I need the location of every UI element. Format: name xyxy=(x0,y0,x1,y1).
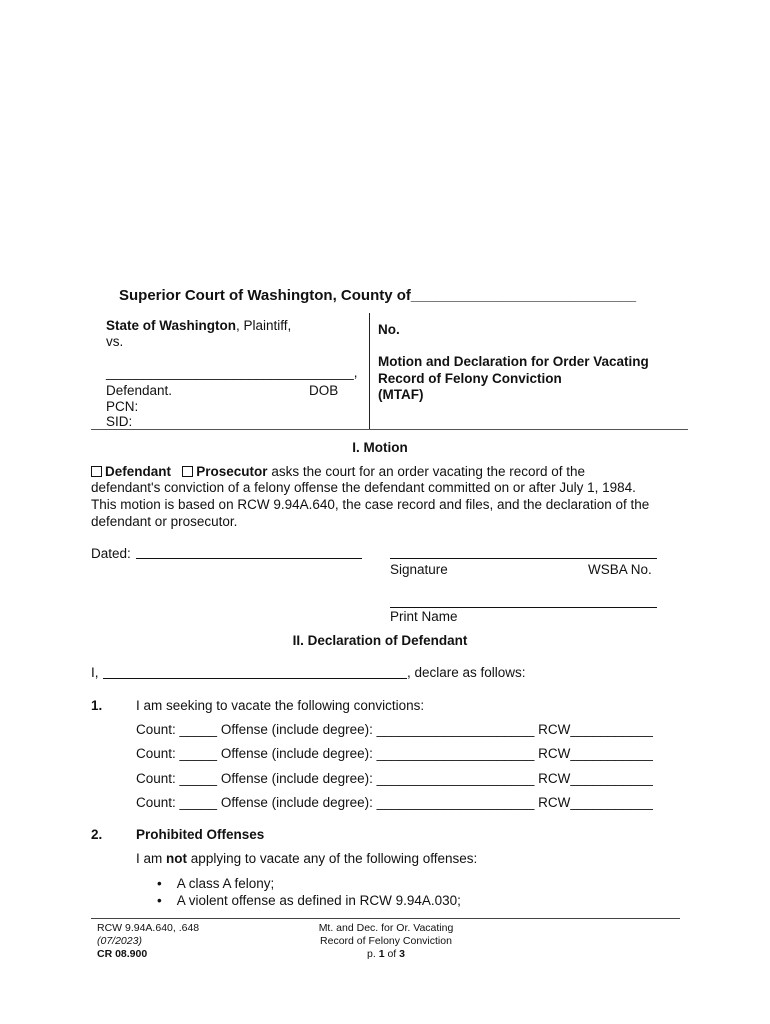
bullet-icon: • xyxy=(157,876,162,891)
defendant-name-blank[interactable]: _________________________________, xyxy=(106,365,358,380)
declarant-prefix: I, xyxy=(91,665,99,680)
signature-field[interactable] xyxy=(390,558,657,559)
case-number-label: No. xyxy=(378,322,400,337)
footer-title-line2: Record of Felony Conviction xyxy=(320,935,452,947)
motion-body-line2: defendant's conviction of a felony offense the defendant committed on or after July 1, 1984. xyxy=(91,480,636,495)
item2-intro-emphasis: not xyxy=(166,851,188,866)
court-title: Superior Court of Washington, County of___________________________ xyxy=(119,287,637,304)
pcn-label: PCN: xyxy=(106,399,139,414)
item2-intro-prefix: I am xyxy=(136,851,163,866)
item2-heading: Prohibited Offenses xyxy=(136,827,265,842)
footer-form-number: CR 08.900 xyxy=(97,948,148,960)
print-name-label: Print Name xyxy=(390,609,458,624)
page-total: 3 xyxy=(399,948,405,960)
list-item xyxy=(157,893,461,908)
document-code: (MTAF) xyxy=(378,387,424,402)
bullet-text: A violent offense as defined in RCW 9.94A.030; xyxy=(176,893,461,908)
item2-intro-suffix: applying to vacate any of the following offenses: xyxy=(190,851,478,866)
bullet-text: A class A felony; xyxy=(176,876,275,891)
defendant-option-label: Defendant xyxy=(105,464,172,479)
item2-intro xyxy=(136,851,477,866)
footer-rule xyxy=(91,918,680,919)
motion-body-line3: This motion is based on RCW 9.94A.640, the case record and files, and the declaration of the xyxy=(91,497,650,512)
motion-line-1 xyxy=(91,464,585,479)
motion-heading: I. Motion xyxy=(352,440,408,455)
count-row-3[interactable]: Count: _____ Offense (include degree): _____________________ RCW___________ xyxy=(136,771,653,786)
document-title-line2: Record of Felony Conviction xyxy=(378,371,562,386)
footer-page-number xyxy=(286,948,486,961)
item2-number: 2. xyxy=(91,827,103,842)
footer-rcw: RCW 9.94A.640, .648 xyxy=(97,922,200,934)
page-of: of xyxy=(387,948,397,960)
count-row-4[interactable]: Count: _____ Offense (include degree): _____________________ RCW___________ xyxy=(136,795,653,810)
signature-label: Signature xyxy=(390,562,448,577)
plaintiff-name: State of Washington xyxy=(106,318,236,333)
page-prefix: p. xyxy=(367,948,376,960)
vs-label: vs. xyxy=(106,334,124,349)
list-item xyxy=(157,876,274,891)
dated-label: Dated: xyxy=(91,546,131,561)
defendant-label: Defendant. xyxy=(106,383,173,398)
declarant-name-field[interactable] xyxy=(103,678,407,679)
declarant-suffix: , declare as follows: xyxy=(407,665,526,680)
item1-text: I am seeking to vacate the following convictions: xyxy=(136,698,425,713)
footer-date: (07/2023) xyxy=(97,935,142,947)
declaration-heading: II. Declaration of Defendant xyxy=(292,633,468,648)
print-name-field[interactable] xyxy=(390,607,657,608)
item1-number: 1. xyxy=(91,698,103,713)
bullet-icon: • xyxy=(157,893,162,908)
page-current: 1 xyxy=(378,948,385,960)
wsba-label: WSBA No. xyxy=(588,562,652,577)
count-row-1[interactable]: Count: _____ Offense (include degree): _____________________ RCW___________ xyxy=(136,722,653,737)
caption-bottom-rule xyxy=(91,429,688,430)
dob-label: DOB xyxy=(309,383,339,398)
prosecutor-option-label: Prosecutor xyxy=(196,464,268,479)
motion-body-line4: defendant or prosecutor. xyxy=(91,514,238,529)
prosecutor-checkbox[interactable] xyxy=(182,466,193,477)
dated-field[interactable] xyxy=(136,558,362,559)
plaintiff-role: , Plaintiff, xyxy=(236,318,292,333)
sid-label: SID: xyxy=(106,414,133,429)
caption-divider xyxy=(369,313,370,430)
footer-title-line1: Mt. and Dec. for Or. Vacating xyxy=(318,922,454,934)
document-title-line1: Motion and Declaration for Order Vacating xyxy=(378,354,649,369)
count-row-2[interactable]: Count: _____ Offense (include degree): _____________________ RCW___________ xyxy=(136,746,653,761)
plaintiff-line xyxy=(106,318,291,333)
defendant-checkbox[interactable] xyxy=(91,466,102,477)
motion-body-line1: asks the court for an order vacating the record of the xyxy=(271,464,585,479)
